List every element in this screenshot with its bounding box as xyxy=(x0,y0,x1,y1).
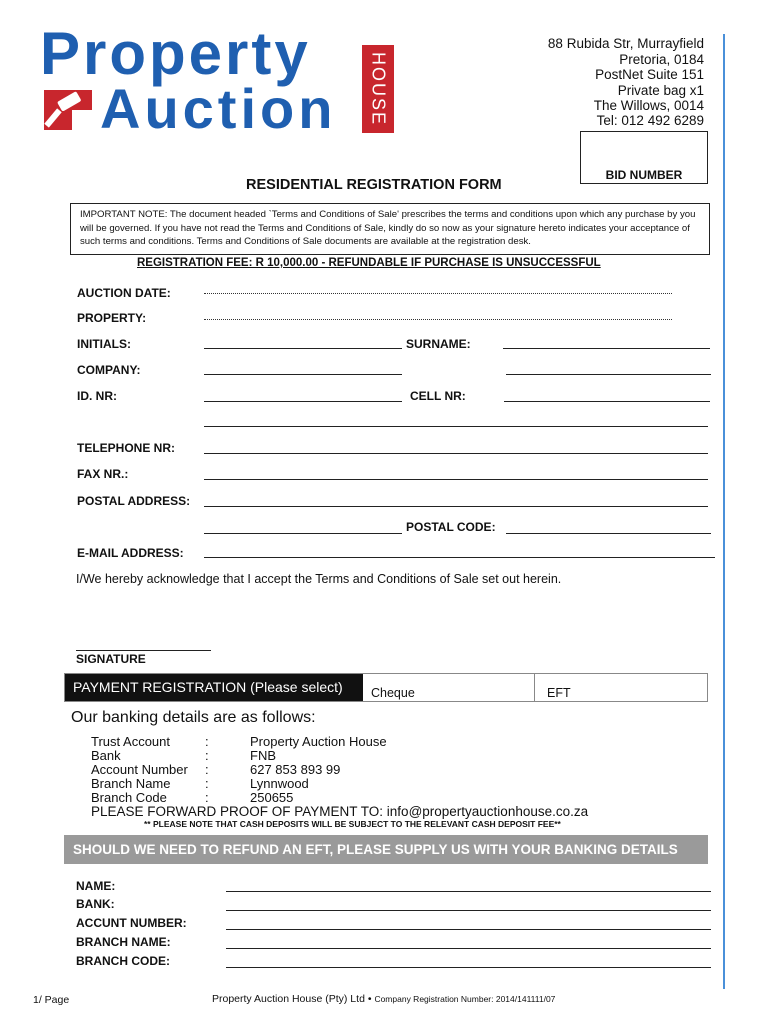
footer-company xyxy=(212,993,555,1005)
important-note-box xyxy=(70,203,710,255)
surname-field[interactable] xyxy=(503,348,710,349)
bank-sep: : xyxy=(205,776,209,791)
id-nr-label: ID. NR: xyxy=(77,389,117,403)
bank-sep: : xyxy=(205,734,209,749)
address-line: Pretoria, 0184 xyxy=(619,52,704,67)
bank-value: Lynnwood xyxy=(250,776,309,791)
bid-number-label: BID NUMBER xyxy=(605,168,683,182)
eft-label: EFT xyxy=(547,686,571,700)
bank-value: 627 853 893 99 xyxy=(250,762,341,777)
proof-of-payment-text: PLEASE FORWARD PROOF OF PAYMENT TO: info@propertyauctionhouse.co.za xyxy=(91,804,589,819)
address-line: Private bag x1 xyxy=(617,83,704,98)
company-field-right[interactable] xyxy=(506,374,711,375)
footer-company-name: Property Auction House (Pty) Ltd xyxy=(212,993,365,1005)
initials-label: INITIALS: xyxy=(77,337,131,351)
payment-option-cheque[interactable] xyxy=(363,674,535,701)
bank-key: Trust Account xyxy=(91,734,170,749)
bank-sep: : xyxy=(205,748,209,763)
refund-branch-code-field[interactable] xyxy=(226,967,711,968)
company-field-left[interactable] xyxy=(204,374,402,375)
email-address-field[interactable] xyxy=(204,557,715,558)
refund-branch-name-field[interactable] xyxy=(226,948,711,949)
bank-value: 250655 xyxy=(250,790,294,805)
fax-nr-field[interactable] xyxy=(204,479,708,480)
important-note-text: IMPORTANT NOTE: The document headed `Terms and Conditions of Sale' prescribes the terms and conditions upon which any purchase by you will be governed. If you have not read the Terms and Conditions of Sale, kindly do so now as your signature hereto indicates your acceptance of such terms and conditions. Terms and Conditions of Sale documents are available at the registration desk. xyxy=(80,209,696,247)
refund-bank-field[interactable] xyxy=(226,910,711,911)
bank-key: Branch Code xyxy=(91,790,167,805)
property-field[interactable] xyxy=(204,319,672,320)
bank-value: FNB xyxy=(250,748,276,763)
fax-nr-label: FAX NR.: xyxy=(77,467,129,481)
logo-house-text: HOUSE xyxy=(368,51,389,127)
bank-sep: : xyxy=(205,790,209,805)
refund-account-number-label: ACCUNT NUMBER: xyxy=(76,916,187,930)
cash-deposit-note: ** PLEASE NOTE THAT CASH DEPOSITS WILL BE SUBJECT TO THE RELEVANT CASH DEPOSIT FEE** xyxy=(144,819,561,829)
address-line: 88 Rubida Str, Murrayfield xyxy=(547,36,704,51)
bank-key: Bank xyxy=(91,748,121,763)
bank-key: Account Number xyxy=(91,762,188,777)
logo-auction-text: Auction xyxy=(100,77,337,140)
payment-registration-label: PAYMENT REGISTRATION (Please select) xyxy=(65,674,363,701)
logo-property-text: Property xyxy=(40,20,311,87)
property-label: PROPERTY: xyxy=(77,311,147,325)
refund-branch-name-label: BRANCH NAME: xyxy=(76,935,171,949)
refund-bank-label: BANK: xyxy=(76,897,115,911)
address-line: Tel: 012 492 6289 xyxy=(596,113,704,128)
page-number: 1/ Page xyxy=(33,994,70,1006)
extra-blank-line[interactable] xyxy=(204,426,708,427)
postal-code-label: POSTAL CODE: xyxy=(406,520,496,534)
refund-name-label: NAME: xyxy=(76,879,116,893)
company-label: COMPANY: xyxy=(77,363,141,377)
auction-date-label: AUCTION DATE: xyxy=(77,286,171,300)
footer-bullet: • xyxy=(367,993,372,1005)
refund-heading: SHOULD WE NEED TO REFUND AN EFT, PLEASE SUPPLY US WITH YOUR BANKING DETAILS xyxy=(64,835,708,864)
footer-registration: Company Registration Number: 2014/141111/07 xyxy=(374,994,556,1004)
telephone-nr-field[interactable] xyxy=(204,453,708,454)
refund-account-number-field[interactable] xyxy=(226,929,711,930)
initials-field[interactable] xyxy=(204,348,402,349)
payment-option-eft[interactable] xyxy=(535,674,707,701)
bank-value: Property Auction House xyxy=(250,734,387,749)
bid-number-box[interactable] xyxy=(580,131,708,184)
address-line: The Willows, 0014 xyxy=(593,98,704,113)
cell-nr-label: CELL NR: xyxy=(410,389,466,403)
postal-address-field-2[interactable] xyxy=(204,533,402,534)
postal-address-field[interactable] xyxy=(204,506,708,507)
id-nr-field[interactable] xyxy=(204,401,402,402)
bank-key: Branch Name xyxy=(91,776,171,791)
cell-nr-field[interactable] xyxy=(504,401,710,402)
right-border-line xyxy=(723,34,725,989)
bank-sep: : xyxy=(205,762,209,777)
banking-heading: Our banking details are as follows: xyxy=(71,709,316,726)
payment-registration-row xyxy=(64,673,708,702)
surname-label: SURNAME: xyxy=(406,337,471,351)
postal-code-field[interactable] xyxy=(506,533,711,534)
telephone-nr-label: TELEPHONE NR: xyxy=(77,441,176,455)
refund-branch-code-label: BRANCH CODE: xyxy=(76,954,170,968)
auction-date-field[interactable] xyxy=(204,293,672,294)
address-line: PostNet Suite 151 xyxy=(595,67,704,82)
signature-label: SIGNATURE xyxy=(76,652,146,666)
refund-name-field[interactable] xyxy=(226,891,711,892)
form-title: RESIDENTIAL REGISTRATION FORM xyxy=(246,177,502,193)
logo-house-badge xyxy=(362,45,394,133)
cheque-label: Cheque xyxy=(371,686,415,700)
gavel-icon xyxy=(40,86,96,134)
signature-field[interactable] xyxy=(76,650,211,651)
acknowledgement-text: I/We hereby acknowledge that I accept the Terms and Conditions of Sale set out herein. xyxy=(76,572,562,586)
registration-fee: REGISTRATION FEE: R 10,000.00 - REFUNDABLE IF PURCHASE IS UNSUCCESSFUL xyxy=(137,257,601,269)
postal-address-label: POSTAL ADDRESS: xyxy=(77,494,191,508)
email-address-label: E-MAIL ADDRESS: xyxy=(77,546,184,560)
